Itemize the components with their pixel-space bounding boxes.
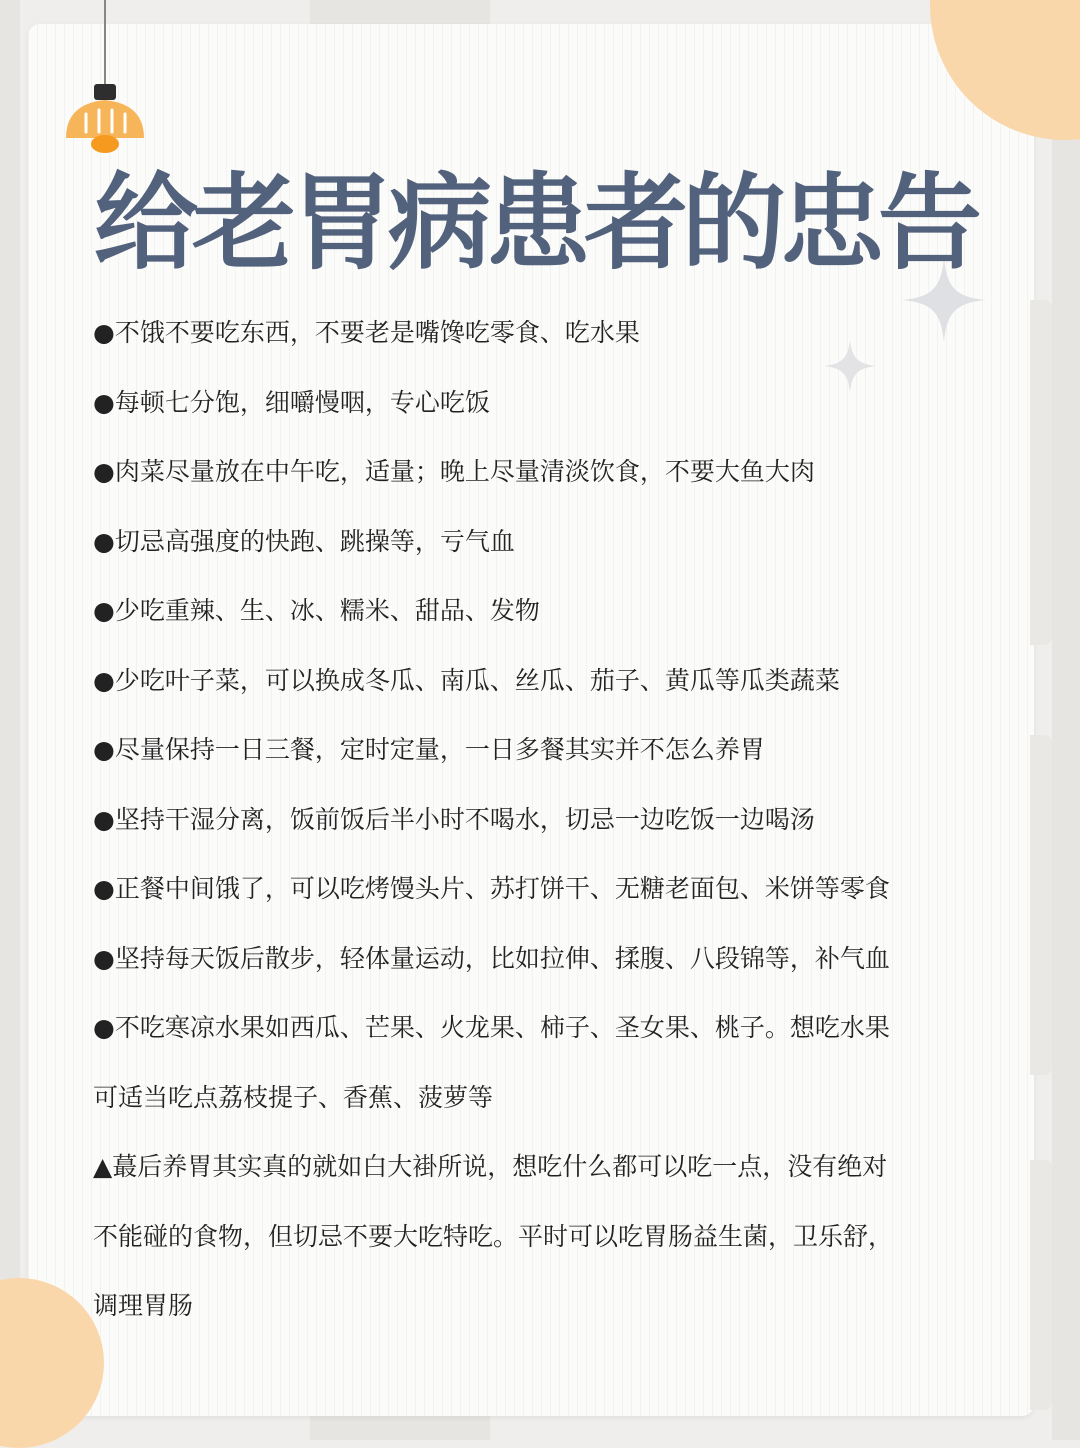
tip-line: ●坚持干湿分离，饭前饭后半小时不喝水，切忌一边吃饭一边喝汤: [93, 804, 815, 834]
lamp-icon: [58, 0, 152, 160]
tip-line: ●尽量保持一日三餐，定时定量，一日多餐其实并不怎么养胃: [93, 735, 765, 764]
tip-line: ●正餐中间饿了，可以吃烤馒头片、苏打饼干、无糖老面包、米饼等零食: [93, 874, 890, 903]
background-strip-left: [0, 0, 20, 1440]
background-strip-right: [1052, 0, 1080, 1440]
tips-list: [93, 310, 993, 1353]
tip-line: ●少吃重辣、生、冰、糯米、甜品、发物: [93, 596, 540, 625]
tip-line: ●不吃寒凉水果如西瓜、芒果、火龙果、柿子、圣女果、桃子。想吃水果: [93, 1013, 890, 1042]
tip-line: ●每顿七分饱，细嚼慢咽，专心吃饭: [93, 387, 490, 417]
side-tab-middle: [1030, 735, 1052, 1075]
tip-line: ●坚持每天饭后散步，轻体量运动，比如拉伸、揉腹、八段锦等，补气血: [93, 943, 890, 973]
tip-line-continued: 可适当吃点荔枝提子、香蕉、菠萝等: [93, 1082, 494, 1112]
closing-note-line: ▲蕞后养胃其实真的就如白大褂所说，想吃什么都可以吃一点，没有绝对: [93, 1152, 888, 1181]
tip-line: ●不饿不要吃东西，不要老是嘴馋吃零食、吃水果: [93, 318, 640, 347]
page-title: 给老胃病患者的忠告: [94, 162, 977, 284]
closing-note-line: 调理胃肠: [93, 1291, 194, 1320]
closing-note-line: 不能碰的食物，但切忌不要大吃特吃。平时可以吃胃肠益生菌，卫乐舒，: [93, 1221, 894, 1251]
tip-line: ●少吃叶子菜，可以换成冬瓜、南瓜、丝瓜、茄子、黄瓜等瓜类蔬菜: [93, 665, 840, 695]
side-tab-lower: [1030, 1160, 1052, 1410]
side-tab-upper: [1030, 300, 1052, 645]
tip-line: ●肉菜尽量放在中午吃，适量；晚上尽量清淡饮食，不要大鱼大肉: [93, 457, 815, 486]
tip-line: ●切忌高强度的快跑、跳操等，亏气血: [93, 526, 515, 556]
